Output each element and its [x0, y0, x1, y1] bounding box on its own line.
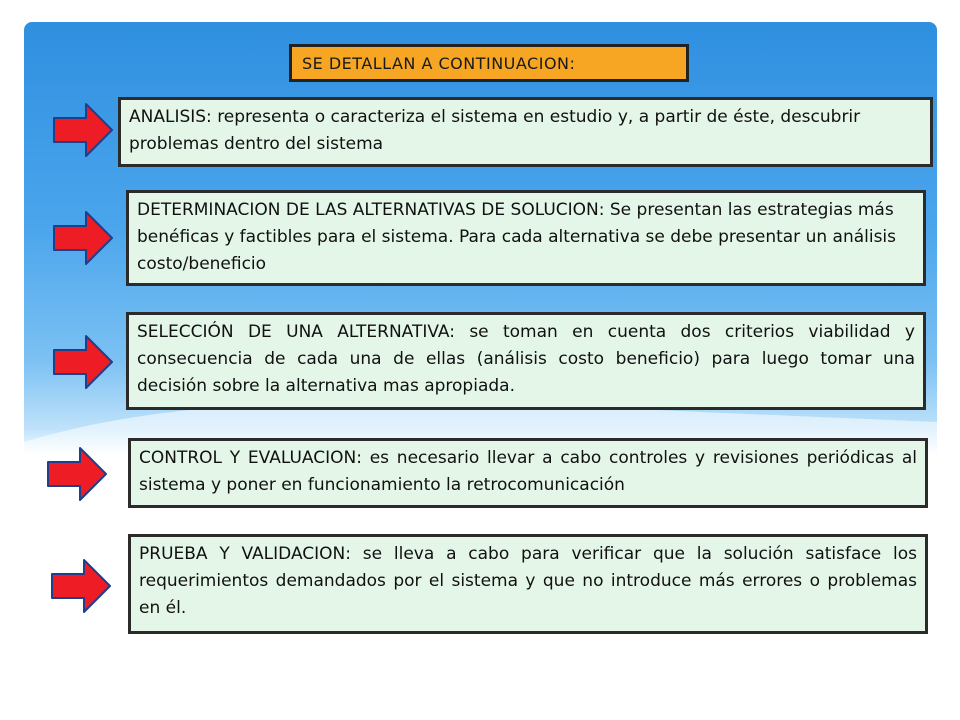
item-box-analisis — [118, 97, 933, 167]
right-arrow-icon — [52, 102, 114, 158]
item-box-alternativas — [126, 190, 926, 286]
item-text: CONTROL Y EVALUACION: es necesario llevar a cabo controles y revisiones periódicas al sistema y poner en funcionamiento la retrocomunicación — [139, 448, 917, 495]
item-text: ANALISIS: representa o caracteriza el sistema en estudio y, a partir de éste, descubrir problemas dentro del sistema — [129, 107, 861, 154]
item-box-seleccion — [126, 312, 926, 410]
item-text: DETERMINACION DE LAS ALTERNATIVAS DE SOLUCION: Se presentan las estrategias más benéficas y factibles para el sistema. Para cada alternativa se debe presentar un análisis costo/beneficio — [137, 200, 897, 274]
slide-background — [24, 22, 937, 700]
right-arrow-icon — [52, 334, 114, 390]
right-arrow-icon — [50, 558, 112, 614]
section-header — [289, 44, 689, 82]
section-header-text: SE DETALLAN A CONTINUACION: — [302, 53, 576, 73]
item-text: PRUEBA Y VALIDACION: se lleva a cabo para verificar que la solución satisface los requerimientos demandados por el sistema y que no introduce más errores o problemas en él. — [139, 544, 917, 618]
item-box-control — [128, 438, 928, 508]
right-arrow-icon — [52, 210, 114, 266]
item-text: SELECCIÓN DE UNA ALTERNATIVA: se toman en cuenta dos criterios viabilidad y consecuencia de cada una de ellas (análisis costo beneficio) para luego tomar una decisión sobre la alternativa mas apropiada. — [137, 322, 915, 396]
item-box-prueba — [128, 534, 928, 634]
right-arrow-icon — [46, 446, 108, 502]
